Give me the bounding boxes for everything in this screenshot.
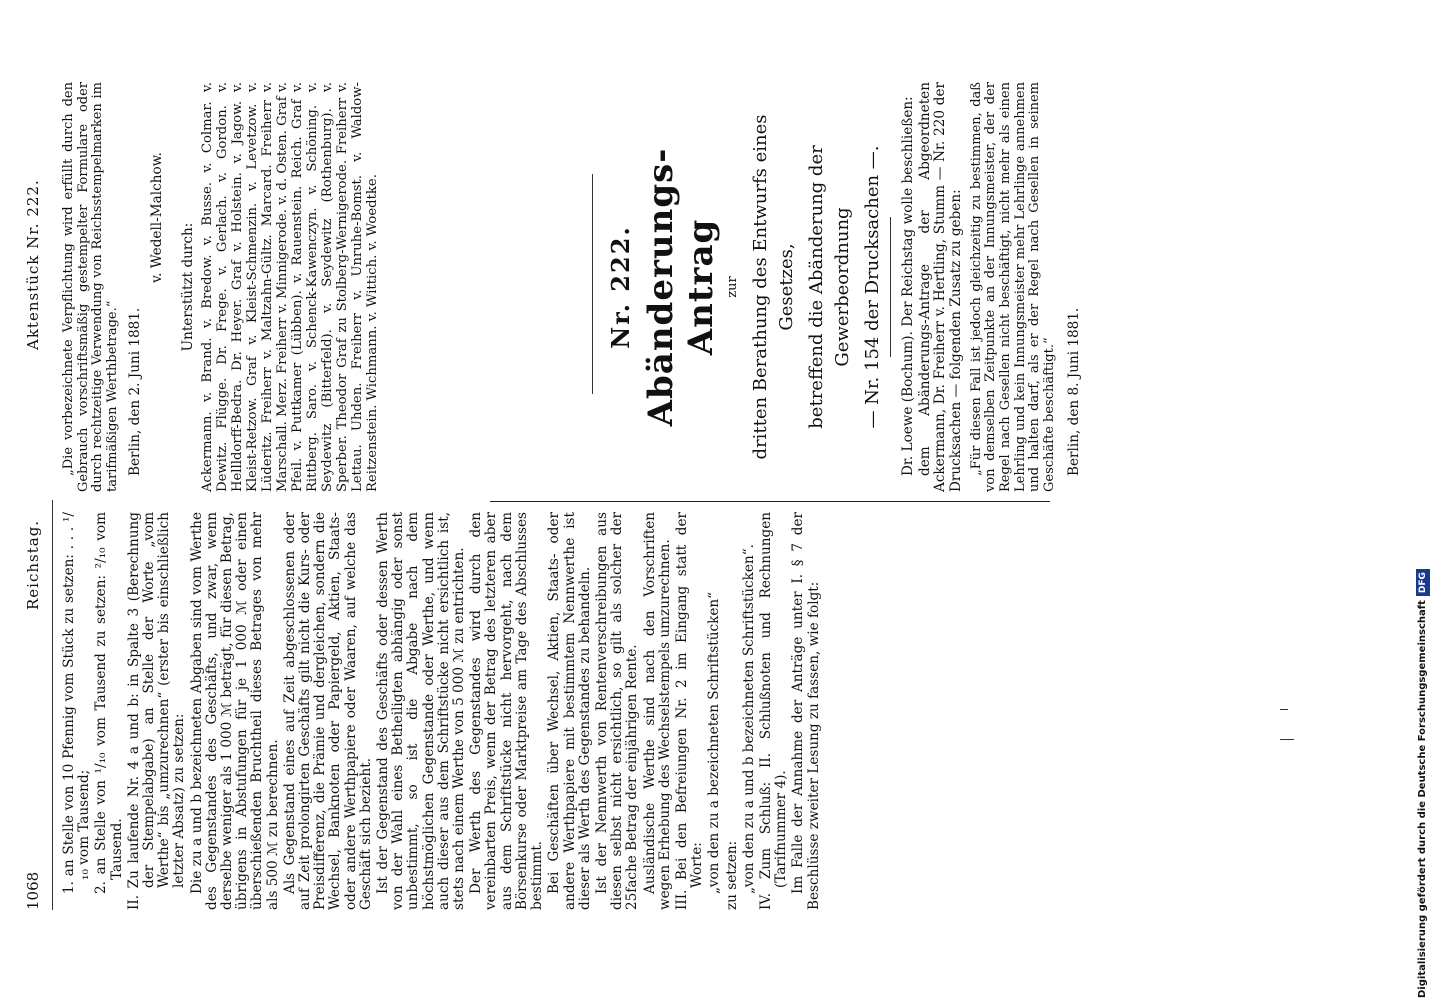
left-item-II: II. Zu laufende Nr. 4 a und b: in Spalte 3 (Berechnung der Stempelabgabe) an Stelle der Worte „vom Werthe“ bis „umzurechnen“ (erster bis einschließlich letzter Absatz) zu setzen:	[125, 512, 188, 910]
publication-name: Reichstag.	[24, 519, 42, 610]
motion-text: dem Abänderungs-Antrage der Abgeordneten Ackermann, Dr. Freiherr v. Hertling, Stumm — Nr. 220 der Drucksachen — folgenden Zusatz zu geben:	[917, 82, 964, 492]
left-para-7: Ausländische Werthe sind nach den Vorschriften wegen Erhebung des Wechselstempels umzurechnen.	[641, 512, 673, 910]
right-column-motion	[596, 82, 1196, 492]
credit-text: Digitalisierung gefördert durch die Deutsche Forschungsgemeinschaft	[1417, 600, 1428, 998]
title-rule	[890, 217, 891, 357]
left-para-6: Ist der Nennwerth von Rentenverschreibungen aus diesen selbst nicht ersichtlich, so gilt als solcher der 25fache Betrag der einjährigen Rente.	[593, 512, 641, 910]
left-para-8: Im Falle der Annahme der Anträge unter I. § 7 der Beschlüsse zweiter Lesung zu fassen, wie folgt:	[790, 512, 822, 910]
place-date-2: Berlin, den 8. Juni 1881.	[1066, 307, 1083, 476]
left-zu-setzen: zu setzen:	[723, 840, 740, 910]
left-item-1: 1. an Stelle von 10 Pfennig vom Stück zu setzen: . . . ¹/₁₀ vom Tausend;	[61, 512, 93, 894]
doc-number-heading: Nr. 222.	[606, 225, 635, 349]
motion-quote: „Für diesen Fall ist jedoch gleichzeitig zu bestimmen, daß von demselben Zeitpunkte an der Innungsmeister, der der Regel nach Gesellen nicht beschäftigt, nicht mehr als einen Lehrling und kein Innungsmeister mehr Lehrlinge annehmen und halten darf, als er der Regel nach Gesellen in seinem Geschäfte beschäftigt.“	[968, 82, 1057, 492]
obligation-quote: „Die vorbezeichnete Verpflichtung wird erfüllt durch den Gebrauch vorschriftsmäßig gestempelter Formulare oder durch rechtzeitige Verwendung von Reichsstempelmarken im tarifmäßigen Werthbetrage.“	[61, 82, 120, 492]
place-date-1: Berlin, den 2. Juni 1881.	[127, 307, 144, 476]
separator-rule	[592, 174, 593, 394]
zur-label: zur	[725, 276, 740, 298]
left-para-5: Bei Geschäften über Wechsel, Aktien, Staats- oder andere Werthpapiere mit bestimmtem Nennwerthe ist dieser als Werth des Gegenstandes zu behandeln.	[546, 512, 593, 910]
subtitle-line-1: dritten Berathung des Entwurfs eines Gesetzes,	[750, 114, 797, 460]
left-para-1: Die zu a und b bezeichneten Abgaben sind vom Werthe des Gegenstandes des Geschäfts, und zwar, wenn derselbe weniger als 1 000 ℳ beträgt, für diesen Betrag, übrigens in Abstufungen für je 1 000 ℳ oder einen überschießenden Bruchtheil dieses Betrages von mehr als 500 ℳ zu berechnen.	[188, 512, 281, 910]
digitization-credit	[1413, 8, 1432, 998]
subtitle-line-2: betreffend die Abänderung der Gewerbeordnung	[806, 145, 853, 429]
left-item-2: 2. an Stelle von ¹/₁₀ vom Tausend zu setzen: ²/₁₀ vom Tausend.	[93, 512, 125, 894]
column-divider	[490, 501, 1050, 502]
scan-mark	[1280, 709, 1288, 710]
left-item-IV: IV. Zum Schluß: II. Schlußnoten und Rechnungen (Tarifnummer 4).	[757, 512, 790, 910]
document-reference: Aktenstück Nr. 222.	[24, 179, 42, 350]
right-column-top	[62, 82, 532, 492]
left-para-2: Als Gegenstand eines auf Zeit abgeschlossenen oder auf Zeit prolongirten Geschäfts gilt nicht die Kurs- oder Preisdifferenz, die Prämie und dergleichen, sondern die Wechsel, Banknoten oder Papiergeld, Aktien, Staats- oder andere Werthpapiere oder Waaren, auf welche das Geschäft sich bezieht.	[281, 512, 374, 910]
left-column	[62, 512, 1422, 910]
running-header	[24, 5, 52, 910]
supporters-list: Ackermann. v. Brand. v. Bredow. v. Busse. v. Colmar. v. Dewitz. Flügge. Dr. Frege. v. Gerlach. v. Gordon. v. Hellldorff-Bedra. Dr. Heyer. Graf v. Holstein. v. Jagow. v. Kleist-Retzow. Graf v. Kleist-Schmenzin. v. Levetzow. v. Lüderitz. Freiherr v. Maltzahn-Gültz. Marcard. Freiherr v. Marschall. Merz. Freiherr v. Minnigerode. v. d. Osten. Graf v. Pfeil. v. Puttkamer (Lübben). v. Rauenstein. Reich. Graf v. Rittberg. Saro. v. Schenck-Kawenczyn. v. Schöning. v. Seydewitz (Bitterfeld). v. Seydewitz (Rothenburg). v. Sperber. Theodor Graf zu Stolberg-Wernigerode. Freiherr v. Lettau. Uhden. Freiherr v. Unruhe-Bomst. v. Waldow-Reitzenstein. Wichmann. v. Wittich. v. Woedtke.	[199, 82, 380, 492]
left-quote-2: „von den zu a und b bezeichneten Schriftstücken“.	[740, 544, 757, 894]
scan-mark	[1280, 739, 1294, 740]
left-quote-1: „von den zu a bezeichneten Schriftstücken“	[706, 591, 723, 894]
subtitle-line-3: — Nr. 154 der Drucksachen —.	[862, 145, 883, 429]
motion-intro: Dr. Loewe (Bochum). Der Reichstag wolle beschließen:	[900, 96, 916, 476]
dfg-logo: DFG	[1416, 569, 1430, 596]
left-para-4: Der Werth des Gegenstandes wird durch den vereinbarten Preis, wenn der Betrag des letzteren aber aus dem Schriftstücke nicht hervorgeht, nach dem Börsenkurse oder Marktpreise am Tage des Abschlusses bestimmt.	[468, 512, 546, 910]
doc-title: Abänderungs-Antrag	[641, 147, 721, 427]
page-number: 1068	[24, 871, 42, 910]
left-para-3: Ist der Gegenstand des Geschäfts oder dessen Werth von der Wahl eines Betheiligten abhängig oder sonst unbestimmt, so ist die Abgabe nach dem höchstmöglichen Gegenstande oder Werthe, und wenn auch dieser aus dem Schriftstücke nicht ersichtlich ist, stets nach einem Werthe von 5 000 ℳ zu entrichten.	[375, 512, 468, 910]
header-rule	[52, 500, 53, 910]
signer: v. Wedell-Malchow.	[148, 152, 165, 283]
left-item-III: III. Bei den Befreiungen Nr. 2 im Eingang statt der Worte:	[673, 512, 706, 910]
supported-by-label: Unterstützt durch:	[179, 222, 196, 352]
